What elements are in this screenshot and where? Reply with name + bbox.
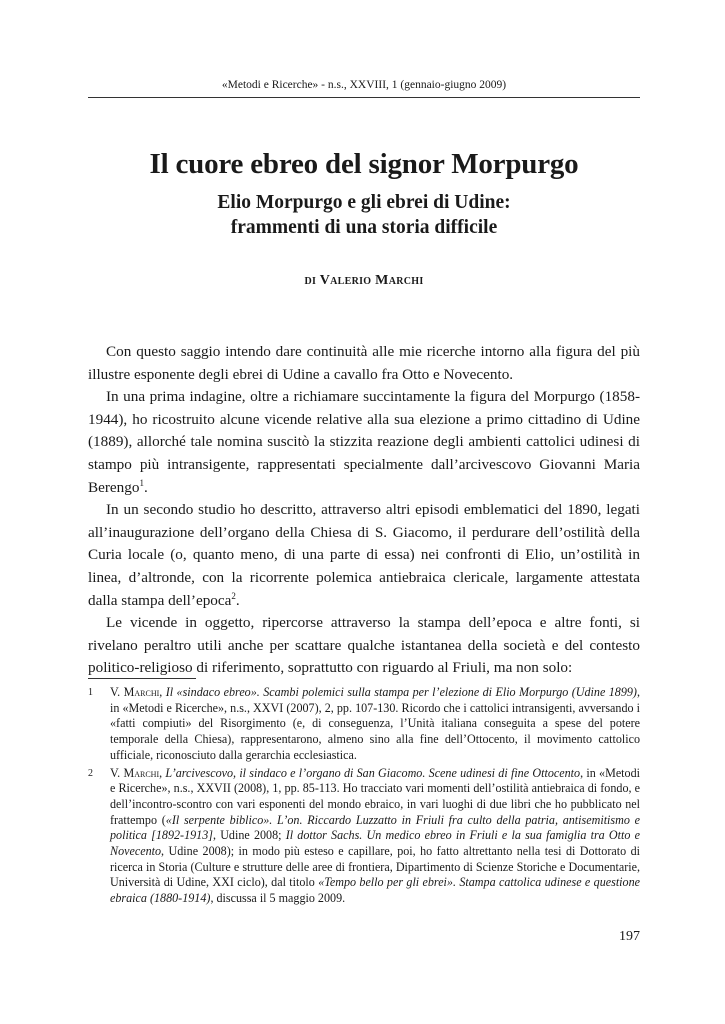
footnote-ref-1[interactable]: 1 <box>139 477 144 488</box>
footnote-number: 2 <box>88 767 93 779</box>
paragraph-3 <box>88 499 640 612</box>
subtitle-line-1: Elio Morpurgo e gli ebrei di Udine: <box>217 192 511 213</box>
footnotes <box>88 685 640 909</box>
footnote-book-title-1: «Il serpente biblico». L’on. Riccardo Luzzatto in Friuli fra culto della patria, antisemitismo e politica [1892-1913] <box>110 812 641 843</box>
article-title: Il cuore ebreo del signor Morpurgo <box>149 148 579 180</box>
footnote-rule <box>88 678 196 679</box>
footnote-text: , Udine 2008); in modo più esteso e capillare, poi, ho fatto altrettanto nella tesi di Dottorato di ricerca in Storia (Culture e strutture delle aree di frontiera, Dipartimento di Scienze Storiche e Documentarie, Università di Udine, XXI ciclo), dal titolo <box>110 844 640 890</box>
footnote-text: , Udine 2008; <box>212 828 286 843</box>
header-rule <box>88 97 640 98</box>
footnote-separator: , <box>159 685 166 699</box>
paragraph-3-end: . <box>235 591 240 609</box>
footnote-book-title-2: Il dottor Sachs. Un medico ebreo in Friuli e la sua famiglia tra Otto e Novecento <box>110 828 640 859</box>
page-number: 197 <box>619 929 640 944</box>
footnote-author: Marchi <box>123 685 160 699</box>
subtitle-line-2: frammenti di una storia difficile <box>230 217 498 238</box>
footnote-author: Marchi <box>123 765 160 780</box>
author-byline: di Valerio Marchi <box>304 273 424 288</box>
footnote-author-initial: V. <box>110 765 124 780</box>
paragraph-4: Le vicende in oggetto, ripercorse attraverso la stampa dell’epoca e altre fonti, si rivelano peraltro utili anche per scattare qualche istantanea della società e del contesto politico-religioso di riferimento, soprattutto con riguardo al Friuli, ma non solo: <box>88 614 640 677</box>
running-head: «Metodi e Ricerche» - n.s., XXVIII, 1 (gennaio-giugno 2009) <box>221 79 507 91</box>
footnote-thesis-title: «Tempo bello per gli ebrei». Stampa cattolica udinese e questione ebraica (1880-1914) <box>110 875 640 906</box>
footnote-separator: , <box>159 765 166 780</box>
footnote-work-title: L’arcivescovo, il sindaco e l’organo di San Giacomo. Scene udinesi di fine Ottocento <box>165 765 581 780</box>
footnote-work-title: Il «sindaco ebreo». Scambi polemici sulla stampa per l’elezione di Elio Morpurgo (Udine 1899) <box>165 685 637 699</box>
footnote-text: , in «Metodi e Ricerche», n.s., XXVI (2007), 2, pp. 107-130. Ricordo che i cattolici intransigenti, avversando i «fatti compiuti» del Risorgimento (e, di conseguenza, l’Unità italiana conseguita a spese del potere temporale della Chiesa), rappresentarono, almeno sino alla fine dell’Ottocento, il movimento cattolico ufficiale, riconosciuto dalla gerarchia ecclesiastica. <box>110 685 640 762</box>
body-text <box>88 341 640 680</box>
footnote-1 <box>88 685 640 764</box>
footnote-author-initial: V. <box>110 685 124 699</box>
footnote-number: 1 <box>88 687 93 698</box>
footnote-text: , discussa il 5 maggio 2009. <box>210 891 346 906</box>
footnote-ref-2[interactable]: 2 <box>231 590 236 601</box>
paragraph-3-text: In un secondo studio ho descritto, attraverso altri episodi emblematici del 1890, legati all’inaugurazione dell’organo della Chiesa di S. Giacomo, il perdurare dell’ostilità della Curia locale (o, quanto meno, di una parte di essa) nei confronti di Elio, un’ostilità in linea, d’altronde, con la ricorrente polemica antiebraica clericale, largamente attestata dalla stampa dell’epoca <box>88 501 640 609</box>
footnote-text: , in «Metodi e Ricerche», n.s., XXVII (2008), 1, pp. 85-113. Ho tracciato vari momenti dell’ostilità antiebraica di fondo, e dell’incontro-scontro con vari esponenti del mondo ebraico, in vari luoghi di due libri che ho pubblicato nel frattempo ( <box>110 765 640 827</box>
article-subtitle <box>80 190 648 240</box>
paragraph-2-text: In una prima indagine, oltre a richiamare succintamente la figura del Morpurgo (1858-1944), ho ricostruito alcune vicende relative alla sua elezione a primo cittadino di Udine (1889), allorché tale nomina suscitò la stizzita reazione degli ambienti cattolici udinesi di stampo più intransigente, rappresentati specialmente dall’arcivescovo Giovanni Maria Berengo <box>88 388 640 496</box>
paragraph-2 <box>88 386 640 499</box>
footnote-2 <box>88 766 640 907</box>
paragraph-2-end: . <box>143 478 148 496</box>
paragraph-1: Con questo saggio intendo dare continuità alle mie ricerche intorno alla figura del più illustre esponente degli ebrei di Udine a cavallo fra Otto e Novecento. <box>88 343 640 383</box>
